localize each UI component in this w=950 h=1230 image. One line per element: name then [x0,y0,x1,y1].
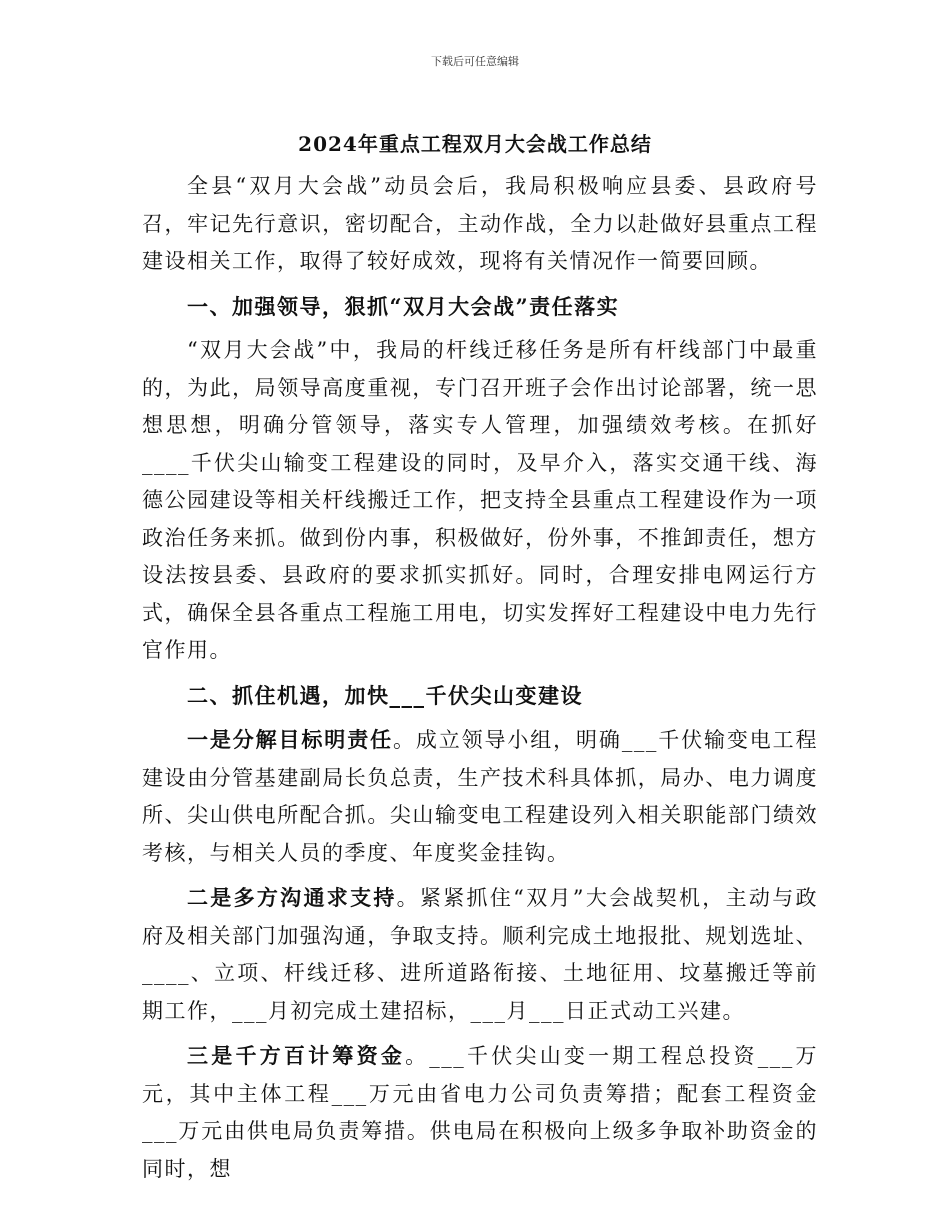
item-2-paragraph [142,879,818,1030]
document-body [142,168,818,1188]
header-note: 下载后可任意编辑 [431,55,519,68]
item-3-lead: 三是千方百计筹资金 [187,1043,406,1068]
item-1-body: 。成立领导小组，明确___千伏输变电工程建设由分管基建副局长负总责，生产技术科具体抓，局办、电力调度所、尖山供电所配合抓。尖山输变电工程建设列入相关职能部门绩效考核，与相关人员的季度、年度奖金挂钩。 [142,728,819,865]
item-2-body: 。紧紧抓住“双月”大会战契机，主动与政府及相关部门加强沟通，争取支持。顺利完成土地报批、规划选址、____、立项、杆线迁移、进所道路衔接、土地征用、坟墓搬迁等前期工作，___月初完成土建招标，___月___日正式动工兴建。 [142,886,818,1023]
item-3-body: 。___千伏尖山变一期工程总投资___万元，其中主体工程___万元由省电力公司负责筹措；配套工程资金___万元由供电局负责筹措。供电局在积极向上级多争取补助资金的同时，想 [142,1044,818,1181]
item-1-paragraph [142,721,818,872]
section-1-paragraph: “双月大会战”中，我局的杆线迁移任务是所有杆线部门中最重的，为此，局领导高度重视，专门召开班子会作出讨论部署，统一思想思想，明确分管领导，落实专人管理，加强绩效考核。在抓好____千伏尖山输变工程建设的同时，及早介入，落实交通干线、海德公园建设等相关杆线搬迁工作，把支持全县重点工程建设作为一项政治任务来抓。做到份内事，积极做好，份外事，不推卸责任，想方设法按县委、县政府的要求抓实抓好。同时，合理安排电网运行方式，确保全县各重点工程施工用电，切实发挥好工程建设中电力先行官作用。 [142,338,818,662]
section-1-heading: 一、加强领导，狠抓“双月大会战”责任落实 [187,293,620,319]
document-title: 2024年重点工程双月大会战工作总结 [298,132,652,156]
intro-paragraph: 全县“双月大会战”动员会后，我局积极响应县委、县政府号召，牢记先行意识，密切配合，主动作战，全力以赴做好县重点工程建设相关工作，取得了较好成效，现将有关情况作一简要回顾。 [142,174,818,273]
item-3-paragraph [142,1037,818,1188]
item-1-lead: 一是分解目标明责任 [187,727,393,752]
section-2-heading: 二、抓住机遇，加快___千伏尖山变建设 [187,682,583,708]
item-2-lead: 二是多方沟通求支持 [187,885,397,910]
